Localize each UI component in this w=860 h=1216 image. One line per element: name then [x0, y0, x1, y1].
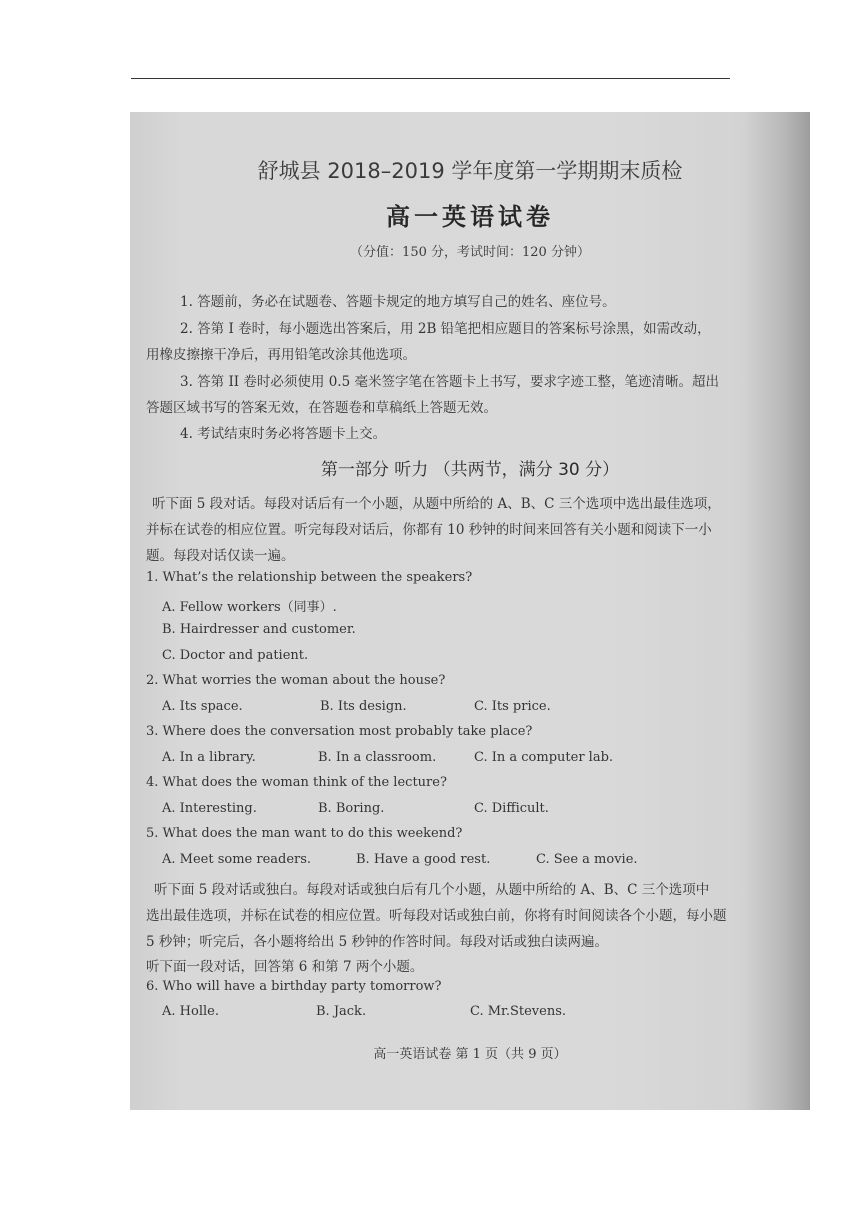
section-intro2-a: 听下面 5 段对话或独白。每段对话或独白后有几个小题，从题中所给的 A、B、C 三个选项中 [154, 882, 710, 898]
q3-option-a: A. In a library. [162, 750, 256, 765]
note-4: 4. 考试结束时务必将答题卡上交。 [180, 426, 387, 442]
q6-option-b: B. Jack. [316, 1004, 367, 1019]
question-4: 4. What does the woman think of the lecture? [146, 775, 447, 790]
q4-option-b: B. Boring. [318, 801, 385, 816]
question-2: 2. What worries the woman about the house? [146, 673, 446, 688]
note-2b: 用橡皮擦擦干净后，再用铅笔改涂其他选项。 [146, 347, 416, 363]
q4-option-a: A. Interesting. [162, 801, 257, 816]
note-3b: 答题区域书写的答案无效，在答题卷和草稿纸上答题无效。 [146, 400, 497, 416]
exam-page-photo [130, 112, 810, 1110]
section-title: 第一部分 听力 （共两节，满分 30 分） [320, 460, 620, 480]
q3-option-b: B. In a classroom. [318, 750, 437, 765]
q5-option-c: C. See a movie. [536, 852, 638, 867]
page-footer: 高一英语试卷 第 1 页（共 9 页） [373, 1047, 567, 1062]
q2-option-b: B. Its design. [320, 699, 407, 714]
section-intro2-c: 5 秒钟；听完后，各小题将给出 5 秒钟的作答时间。每段对话或独白读两遍。 [146, 934, 609, 950]
q1-option-a: A. Fellow workers（同事）. [162, 600, 337, 615]
note-2a: 2. 答第 I 卷时，每小题选出答案后，用 2B 铅笔把相应题目的答案标号涂黑，如需改动， [180, 321, 711, 337]
q2-option-c: C. Its price. [474, 699, 551, 714]
q4-option-c: C. Difficult. [474, 801, 549, 816]
q1-option-b: B. Hairdresser and customer. [162, 622, 356, 637]
q2-option-a: A. Its space. [162, 699, 243, 714]
top-rule [131, 78, 730, 79]
note-3a: 3. 答第 II 卷时必须使用 0.5 毫米签字笔在答题卡上书写，要求字迹工整，笔迹清晰。超出 [180, 374, 719, 390]
section-intro2-b: 选出最佳选项，并标在试卷的相应位置。听每段对话或独白前，你将有时间阅读各个小题，每小题 [146, 908, 727, 924]
q5-option-b: B. Have a good rest. [356, 852, 491, 867]
q5-option-a: A. Meet some readers. [162, 852, 312, 867]
q1-option-c: C. Doctor and patient. [162, 648, 309, 663]
section-intro3: 听下面一段对话，回答第 6 和第 7 两个小题。 [146, 959, 424, 975]
section-intro-c: 题。每段对话仅读一遍。 [146, 548, 295, 564]
exam-subtitle: 高一英语试卷 [386, 202, 554, 231]
question-6: 6. Who will have a birthday party tomorrow? [146, 979, 442, 994]
note-1: 1. 答题前，务必在试题卷、答题卡规定的地方填写自己的姓名、座位号。 [180, 294, 616, 310]
question-5: 5. What does the man want to do this weekend? [146, 826, 463, 841]
section-intro-a: 听下面 5 段对话。每段对话后有一个小题，从题中所给的 A、B、C 三个选项中选出最佳选项， [152, 496, 721, 512]
question-1: 1. What’s the relationship between the speakers? [146, 570, 473, 585]
section-intro-b: 并标在试卷的相应位置。听完每段对话后，你都有 10 秒钟的时间来回答有关小题和阅读下一小 [146, 522, 712, 538]
q6-option-c: C. Mr.Stevens. [470, 1004, 567, 1019]
q6-option-a: A. Holle. [162, 1004, 219, 1019]
question-3: 3. Where does the conversation most probably take place? [146, 724, 533, 739]
q3-option-c: C. In a computer lab. [474, 750, 614, 765]
score-info: （分值：150 分，考试时间：120 分钟） [350, 245, 590, 260]
exam-title: 舒城县 2018–2019 学年度第一学期期末质检 [257, 159, 683, 183]
